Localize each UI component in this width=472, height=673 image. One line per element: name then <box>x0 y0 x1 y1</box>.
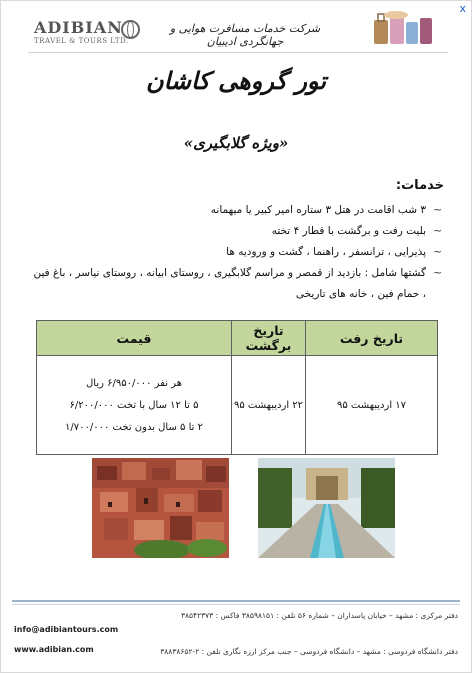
services-heading: خدمات: <box>395 178 444 193</box>
office-main-address: دفتر مرکزی : مشهد – خیابان پاسداران – شماره ۵۶ تلفن : ۳۸۵۹۸۱۵۱ فاکس : ۳۸۵۴۲۳۷۳ <box>180 611 458 620</box>
service-item: ~ پذیرایی ، ترانسفر ، راهنما ، گشت و ورودیه ها <box>32 242 442 263</box>
departure-date: ۱۷ اردیبهشت ۹۵ <box>306 356 438 455</box>
luggage-icon <box>372 8 434 48</box>
service-item: ~ بلیت رفت و برگشت با قطار ۴ تخته <box>32 221 442 242</box>
return-date: ۲۲ اردیبهشت ۹۵ <box>232 356 306 455</box>
footer-addresses <box>128 606 458 662</box>
footer-divider-thin <box>12 604 460 605</box>
header-departure: تاریخ رفت <box>306 321 438 356</box>
service-item: ~ گشتها شامل : بازدید از قمصر و مراسم گلابگیری ، روستای ابیانه ، روستای نیاسر ، باغ فین ، حمام فین ، خانه های تاریخی <box>32 263 442 305</box>
header-return: تاریخ برگشت <box>232 321 306 356</box>
header-price: قیمت <box>37 321 232 356</box>
logo-subtitle: TRAVEL & TOURS LTD. <box>34 37 129 45</box>
price-adult: هر نفر ۶/۹۵۰/۰۰۰ ریال <box>86 377 182 389</box>
office-branch-address: دفتر دانشگاه فردوسی : مشهد – دانشگاه فردوسی – جنب مرکز ارزه نگاری تلفن : ۲-۳۸۸۳۸۶۵۲ <box>160 647 458 656</box>
footer-divider <box>12 600 460 602</box>
close-icon[interactable]: x <box>459 2 466 15</box>
globe-icon <box>121 20 140 39</box>
price-child-no-bed: ۲ تا ۵ سال بدون تخت ۱/۷۰۰/۰۰۰ <box>65 421 203 433</box>
company-logo <box>34 18 134 45</box>
email-link[interactable]: info@adibiantours.com <box>14 625 119 634</box>
tour-title: تور گروهی کاشان <box>145 66 327 95</box>
tour-subtitle: «ویژه گلابگیری» <box>183 134 289 152</box>
table-row <box>37 356 438 455</box>
header-divider <box>28 52 448 53</box>
tour-schedule-table <box>36 320 438 455</box>
price-child-with-bed: ۵ تا ۱۲ سال با تخت ۶/۲۰۰/۰۰۰ <box>69 399 199 411</box>
footer-contact <box>14 620 118 660</box>
website-link[interactable]: www.adibian.com <box>14 645 94 654</box>
logo-text: ADIBIAN <box>34 18 123 37</box>
village-photo <box>92 458 229 558</box>
services-list <box>32 200 442 305</box>
price-cell <box>37 356 232 455</box>
company-name-persian: شرکت خدمات مسافرت هوایی و جهانگردی ادیبیان <box>169 22 321 48</box>
service-item: ~ ۳ شب اقامت در هتل ۳ ستاره امیر کبیر یا میهمانه <box>32 200 442 221</box>
fin-garden-photo <box>258 458 395 558</box>
